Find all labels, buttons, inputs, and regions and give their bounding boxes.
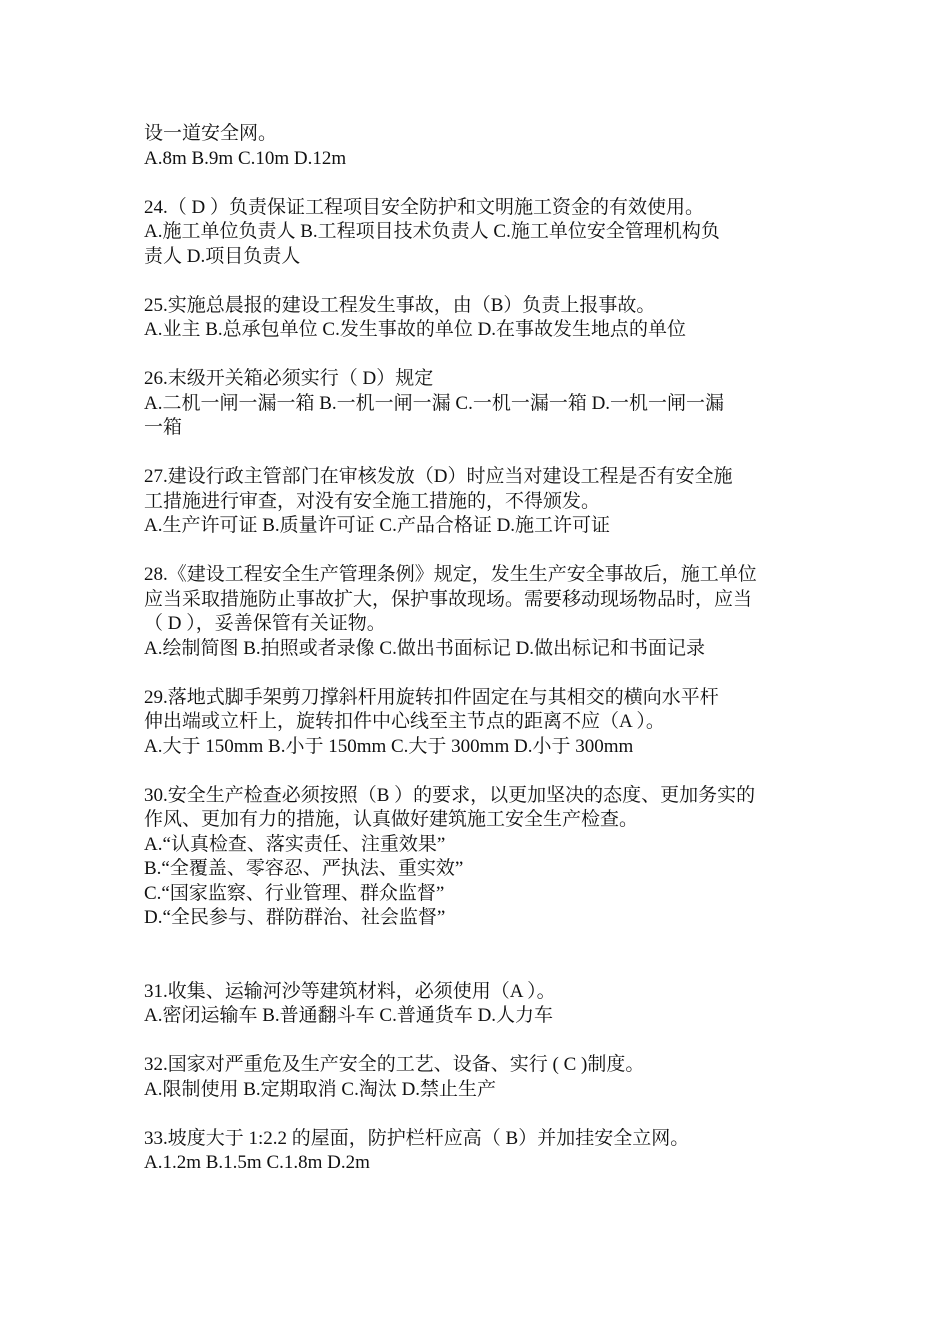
question-text: 作风、更加有力的措施，认真做好建筑施工安全生产检查。: [144, 809, 639, 830]
answer-options: A.限制使用 B.定期取消 C.淘汰 D.禁止生产: [144, 1078, 497, 1100]
question-31: [144, 980, 812, 1029]
question-33: [144, 1127, 812, 1176]
question-text: 设一道安全网。: [144, 123, 278, 144]
question-text: 32.国家对严重危及生产安全的工艺、设备、实行 ( C )制度。: [144, 1054, 645, 1075]
answer-option-b: B.“全覆盖、零容忍、严执法、重实效”: [144, 858, 464, 879]
question-text: 30.安全生产检查必须按照（B ）的要求，以更加坚决的态度、更加务实的: [144, 784, 756, 806]
question-text: （ D ），妥善保管有关证物。: [144, 613, 386, 634]
question-26: [144, 367, 812, 441]
question-text: 伸出端或立杆上，旋转扣件中心线至主节点的距离不应（A ）。: [144, 711, 665, 732]
question-text: 31.收集、运输河沙等建筑材料，必须使用（A ）。: [144, 980, 556, 1002]
answer-options: A.二机一闸一漏一箱 B.一机一闸一漏 C.一机一漏一箱 D.一机一闸一漏: [144, 392, 725, 414]
question-27: [144, 465, 812, 539]
question-text: 26.末级开关箱必须实行（ D）规定: [144, 368, 434, 389]
question-28: [144, 563, 812, 661]
question-text: 28.《建设工程安全生产管理条例》规定，发生生产安全事故后，施工单位: [144, 564, 757, 585]
answer-options: 一箱: [144, 417, 183, 438]
question-24: [144, 196, 812, 270]
question-29: [144, 686, 812, 760]
question-text: 33.坡度大于 1:2.2 的屋面，防护栏杆应高（ B）并加挂安全立网。: [144, 1127, 690, 1149]
question-30: [144, 784, 812, 931]
question-text: 应当采取措施防止事故扩大，保护事故现场。需要移动现场物品时，应当: [144, 588, 753, 610]
question-text: 工措施进行审查，对没有安全施工措施的，不得颁发。: [144, 490, 601, 512]
answer-options: A.绘制简图 B.拍照或者录像 C.做出书面标记 D.做出标记和书面记录: [144, 637, 706, 659]
answer-options: A.1.2m B.1.5m C.1.8m D.2m: [144, 1152, 370, 1173]
answer-options: A.施工单位负责人 B.工程项目技术负责人 C.施工单位安全管理机构负: [144, 221, 720, 242]
question-text: 29.落地式脚手架剪刀撑斜杆用旋转扣件固定在与其相交的横向水平杆: [144, 686, 719, 708]
question-text: 24.（ D ）负责保证工程项目安全防护和文明施工资金的有效使用。: [144, 196, 704, 218]
answer-options: A.密闭运输车 B.普通翻斗车 C.普通货车 D.人力车: [144, 1005, 554, 1026]
answer-option-a: A.“认真检查、落实责任、注重效果”: [144, 833, 446, 855]
question-32: [144, 1053, 812, 1102]
answer-options: 责人 D.项目负责人: [144, 245, 301, 267]
answer-option-d: D.“全民参与、群防群治、社会监督”: [144, 907, 446, 928]
answer-options: A.生产许可证 B.质量许可证 C.产品合格证 D.施工许可证: [144, 515, 611, 536]
question-text: 27.建设行政主管部门在审核发放（D）时应当对建设工程是否有安全施: [144, 466, 733, 487]
answer-options: A.业主 B.总承包单位 C.发生事故的单位 D.在事故发生地点的单位: [144, 319, 687, 340]
question-text: 25.实施总晨报的建设工程发生事故，由（B）负责上报事故。: [144, 294, 656, 316]
answer-options: A.8m B.9m C.10m D.12m: [144, 147, 347, 169]
answer-option-c: C.“国家监察、行业管理、群众监督”: [144, 882, 445, 904]
document-page: [144, 122, 812, 1176]
question-continuation: [144, 122, 812, 171]
question-25: [144, 294, 812, 343]
answer-options: A.大于 150mm B.小于 150mm C.大于 300mm D.小于 300mm: [144, 735, 634, 757]
